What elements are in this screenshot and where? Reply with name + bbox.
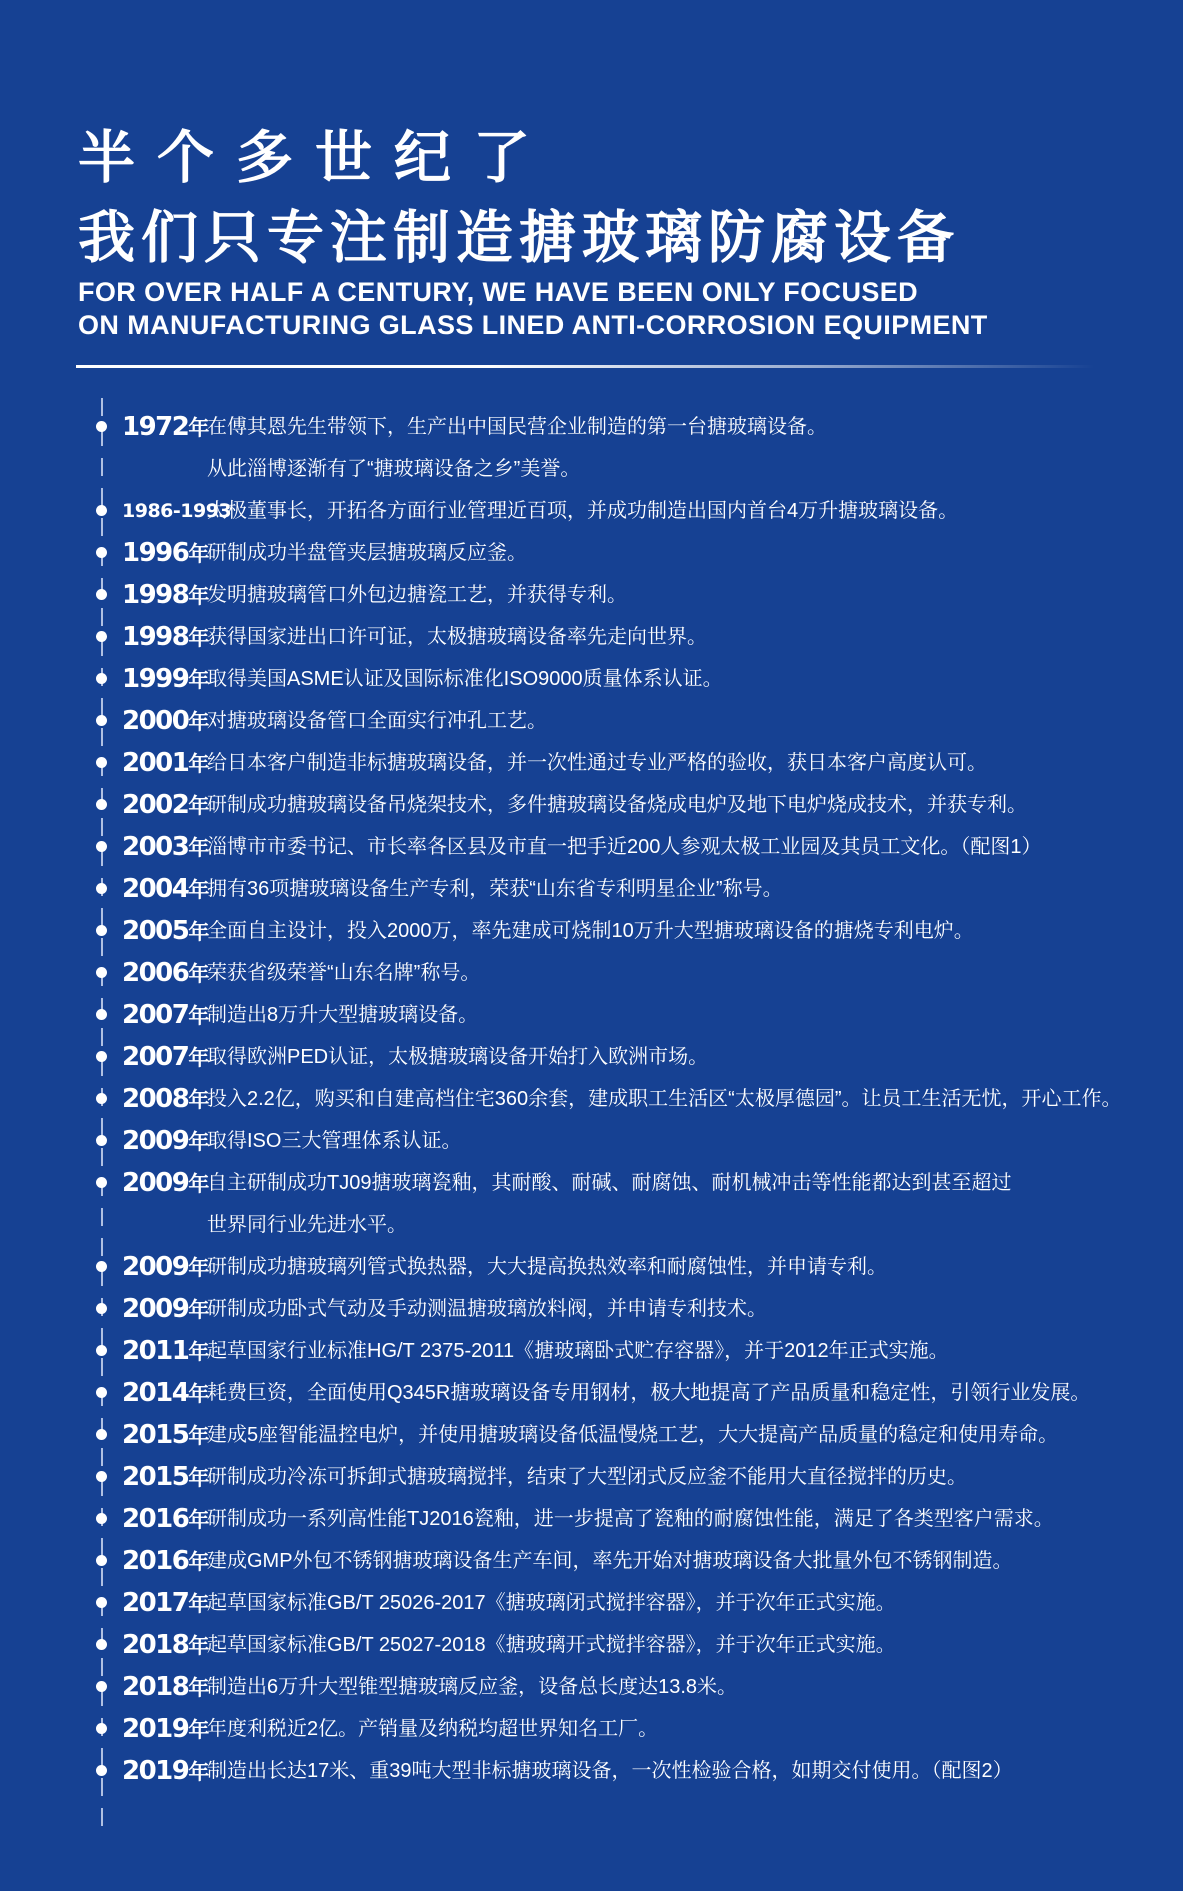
timeline-entry-line: 荣获省级荣誉“山东名牌”称号。 [207, 962, 481, 984]
timeline-dot-icon [96, 505, 107, 516]
timeline-entry-line: 取得美国ASME认证及国际标准化ISO9000质量体系认证。 [207, 668, 723, 690]
timeline-entry-line: 发明搪玻璃管口外包边搪瓷工艺，并获得专利。 [207, 584, 627, 606]
timeline-year [122, 1036, 210, 1078]
timeline-entry-text [207, 1414, 1156, 1456]
timeline-entry [76, 952, 1156, 994]
timeline-entry [76, 616, 1156, 658]
timeline-entry-text [207, 574, 1156, 616]
timeline-entry-line: 研制成功搪玻璃设备吊烧架技术，多件搪玻璃设备烧成电炉及地下电炉烧成技术，并获专利。 [207, 794, 1027, 816]
timeline-year-suffix: 年 [188, 1005, 210, 1028]
timeline-entry-text [207, 742, 1156, 784]
timeline-entry-line: 耗费巨资，全面使用Q345R搪玻璃设备专用钢材，极大地提高了产品质量和稳定性，引领行业发展。 [207, 1382, 1091, 1404]
timeline-entry [76, 1498, 1156, 1540]
timeline-dot-icon [96, 841, 107, 852]
timeline-dot-icon [96, 1177, 107, 1188]
timeline-entry [76, 1162, 1156, 1246]
subtitle-line-1: FOR OVER HALF A CENTURY, WE HAVE BEEN ONLY FOCUSED [78, 277, 919, 307]
timeline-year-number: 2008 [122, 1084, 189, 1114]
timeline-dot-icon [96, 673, 107, 684]
timeline-entry-line: 取得欧洲PED认证，太极搪玻璃设备开始打入欧洲市场。 [207, 1046, 709, 1068]
timeline-year-number: 2015 [122, 1420, 189, 1450]
timeline-entry [76, 700, 1156, 742]
timeline-entry-line: 起草国家标准GB/T 25027-2018《搪玻璃开式搅拌容器》，并于次年正式实施。 [207, 1634, 896, 1656]
timeline-entry-text [207, 700, 1156, 742]
timeline-dot-icon [96, 967, 107, 978]
timeline-year-number: 2001 [122, 748, 189, 778]
timeline-entry-line: 对搪玻璃设备管口全面实行冲孔工艺。 [207, 710, 547, 732]
timeline-year-number: 2006 [122, 958, 189, 988]
timeline-entry-text [207, 1540, 1156, 1582]
timeline-entry [76, 1540, 1156, 1582]
timeline-dot-icon [96, 1009, 107, 1020]
timeline-entry-text [207, 826, 1156, 868]
timeline-year-suffix: 年 [188, 1551, 210, 1574]
timeline-entry [76, 1750, 1156, 1792]
timeline-year-number: 2007 [122, 1000, 189, 1030]
timeline-entry-text [207, 1456, 1156, 1498]
timeline-year [122, 490, 232, 532]
timeline-year-number: 2009 [122, 1168, 189, 1198]
timeline-year-number: 1998 [122, 622, 189, 652]
timeline-year-suffix: 年 [188, 1761, 210, 1784]
timeline-entry-line: 全面自主设计，投入2000万，率先建成可烧制10万升大型搪玻璃设备的搪烧专利电炉。 [207, 920, 974, 942]
timeline-entry [76, 742, 1156, 784]
timeline-year-number: 2019 [122, 1756, 189, 1786]
timeline-year-number: 2004 [122, 874, 189, 904]
subtitle-line-2: ON MANUFACTURING GLASS LINED ANTI-CORROSION EQUIPMENT [78, 310, 988, 340]
timeline-entry-text [207, 1708, 1156, 1750]
timeline-year-suffix: 年 [188, 1719, 210, 1742]
timeline-year [122, 700, 210, 742]
timeline-year [122, 1120, 210, 1162]
timeline-dot-icon [96, 1051, 107, 1062]
subtitle [78, 276, 988, 342]
timeline-year-suffix: 年 [188, 963, 210, 986]
timeline-entry-line: 年度利税近2亿。产销量及纳税均超世界知名工厂。 [207, 1718, 659, 1740]
timeline-year-number: 2016 [122, 1546, 189, 1576]
timeline-entry-text [207, 1120, 1156, 1162]
timeline-entry-text [207, 1036, 1156, 1078]
timeline-year-number: 2009 [122, 1252, 189, 1282]
timeline-dot-icon [96, 1513, 107, 1524]
timeline-entry-text [207, 910, 1156, 952]
timeline-entry-line: 投入2.2亿，购买和自建高档住宅360余套，建成职工生活区“太极厚德园”。让员工生活无忧，开心工作。 [207, 1088, 1122, 1110]
timeline-year [122, 910, 210, 952]
timeline-year [122, 574, 210, 616]
timeline-entry-text [207, 658, 1156, 700]
timeline-year [122, 1750, 210, 1792]
timeline-year-suffix: 年 [188, 711, 210, 734]
timeline-entry-text [207, 532, 1156, 574]
timeline-dot-icon [96, 631, 107, 642]
divider-line [76, 365, 1105, 368]
timeline-entry-line: 拥有36项搪玻璃设备生产专利，荣获“山东省专利明星企业”称号。 [207, 878, 783, 900]
timeline-entry [76, 1120, 1156, 1162]
timeline-year [122, 742, 210, 784]
timeline-dot-icon [96, 1135, 107, 1146]
timeline-year-number: 1998 [122, 580, 189, 610]
timeline-entry [76, 532, 1156, 574]
timeline-entry-text [207, 1078, 1156, 1120]
timeline-entries [76, 406, 1156, 1792]
timeline-entry-line: 研制成功一系列高性能TJ2016瓷釉，进一步提高了瓷釉的耐腐蚀性能，满足了各类型客户需求。 [207, 1508, 1054, 1530]
timeline-year [122, 826, 210, 868]
timeline-entry-text [207, 1330, 1156, 1372]
timeline-year-number: 2009 [122, 1294, 189, 1324]
timeline-year [122, 658, 210, 700]
title-line-2: 我们只专注制造搪玻璃防腐设备 [78, 206, 960, 270]
timeline-entry [76, 910, 1156, 952]
timeline-year [122, 532, 210, 574]
timeline-entry-line: 起草国家标准GB/T 25026-2017《搪玻璃闭式搅拌容器》，并于次年正式实施。 [207, 1592, 896, 1614]
timeline-year-number: 2019 [122, 1714, 189, 1744]
timeline-entry-line: 从此淄博逐渐有了“搪玻璃设备之乡”美誉。 [207, 458, 581, 480]
timeline-year-suffix: 年 [188, 585, 210, 608]
timeline-entry-text [207, 406, 1156, 490]
timeline-year-number: 1972 [122, 412, 189, 442]
timeline-entry-text [207, 784, 1156, 826]
timeline-dot-icon [96, 1681, 107, 1692]
timeline-dot-icon [96, 1261, 107, 1272]
timeline-year-suffix: 年 [188, 1383, 210, 1406]
timeline-dot-icon [96, 589, 107, 600]
timeline-year [122, 1372, 210, 1414]
timeline-year-suffix: 年 [188, 1635, 210, 1658]
timeline-year-number: 2007 [122, 1042, 189, 1072]
timeline-dot-icon [96, 1597, 107, 1608]
timeline-year-number: 2016 [122, 1504, 189, 1534]
timeline-dot-icon [96, 1639, 107, 1650]
timeline-dot-icon [96, 799, 107, 810]
timeline-entry-line: 获得国家进出口许可证，太极搪玻璃设备率先走向世界。 [207, 626, 707, 648]
timeline-year-suffix: 年 [188, 1341, 210, 1364]
timeline-year-number: 2000 [122, 706, 189, 736]
timeline-year [122, 1708, 210, 1750]
timeline-year [122, 1162, 210, 1204]
timeline-year [122, 994, 210, 1036]
timeline-year-suffix: 年 [188, 1299, 210, 1322]
timeline-year-suffix: 年 [188, 543, 210, 566]
timeline-year-suffix: 年 [188, 1089, 210, 1112]
timeline-entry-line: 起草国家行业标准HG/T 2375-2011《搪玻璃卧式贮存容器》，并于2012年正式实施。 [207, 1340, 949, 1362]
timeline-year [122, 1540, 210, 1582]
timeline-year [122, 1078, 210, 1120]
timeline-year-suffix: 年 [188, 1509, 210, 1532]
timeline-entry-line: 世界同行业先进水平。 [207, 1214, 407, 1236]
timeline-dot-icon [96, 1765, 107, 1776]
timeline-entry [76, 994, 1156, 1036]
timeline-entry [76, 1036, 1156, 1078]
timeline-entry-text [207, 1750, 1156, 1792]
timeline-entry [76, 1708, 1156, 1750]
timeline-entry-text [207, 1372, 1156, 1414]
timeline-entry-text [207, 1162, 1156, 1246]
timeline-year-suffix: 年 [188, 417, 210, 440]
timeline-year-number: 2014 [122, 1378, 189, 1408]
timeline-year-number: 2018 [122, 1630, 189, 1660]
timeline-year [122, 952, 210, 994]
timeline-year-number: 1999 [122, 664, 189, 694]
timeline-entry-line: 给日本客户制造非标搪玻璃设备，并一次性通过专业严格的验收，获日本客户高度认可。 [207, 752, 987, 774]
timeline-entry [76, 574, 1156, 616]
timeline-entry-line: 制造出8万升大型搪玻璃设备。 [207, 1004, 479, 1026]
page-title [78, 118, 960, 278]
timeline-year-suffix: 年 [188, 1047, 210, 1070]
timeline-dot-icon [96, 1471, 107, 1482]
timeline-dot-icon [96, 715, 107, 726]
timeline-entry-line: 太极董事长，开拓各方面行业管理近百项，并成功制造出国内首台4万升搪玻璃设备。 [207, 500, 959, 522]
timeline-entry [76, 1288, 1156, 1330]
timeline-year [122, 1624, 210, 1666]
timeline-year-number: 2005 [122, 916, 189, 946]
timeline-year-suffix: 年 [188, 627, 210, 650]
timeline-entry-text [207, 1246, 1156, 1288]
timeline-dot-icon [96, 757, 107, 768]
timeline-year-number: 2011 [122, 1336, 189, 1366]
timeline-dot-icon [96, 1555, 107, 1566]
timeline [76, 406, 1156, 1792]
timeline-year-suffix: 年 [188, 1131, 210, 1154]
timeline-year-suffix: 年 [188, 1593, 210, 1616]
timeline-year-suffix: 年 [188, 837, 210, 860]
timeline-entry [76, 868, 1156, 910]
timeline-year-suffix: 年 [188, 1173, 210, 1196]
timeline-entry-text [207, 952, 1156, 994]
timeline-entry-text [207, 868, 1156, 910]
timeline-year [122, 1498, 210, 1540]
timeline-dot-icon [96, 1093, 107, 1104]
timeline-year-number: 1996 [122, 538, 189, 568]
timeline-entry-line: 取得ISO三大管理体系认证。 [207, 1130, 462, 1152]
timeline-year [122, 616, 210, 658]
timeline-entry-text [207, 994, 1156, 1036]
timeline-year-number: 2009 [122, 1126, 189, 1156]
timeline-entry [76, 1624, 1156, 1666]
timeline-entry-line: 建成5座智能温控电炉，并使用搪玻璃设备低温慢烧工艺，大大提高产品质量的稳定和使用寿命。 [207, 1424, 1059, 1446]
timeline-entry [76, 1582, 1156, 1624]
timeline-entry-line: 研制成功搪玻璃列管式换热器，大大提高换热效率和耐腐蚀性，并申请专利。 [207, 1256, 887, 1278]
timeline-entry-line: 建成GMP外包不锈钢搪玻璃设备生产车间，率先开始对搪玻璃设备大批量外包不锈钢制造。 [207, 1550, 1013, 1572]
timeline-entry-line: 研制成功卧式气动及手动测温搪玻璃放料阀，并申请专利技术。 [207, 1298, 767, 1320]
timeline-year [122, 1288, 210, 1330]
timeline-entry [76, 406, 1156, 490]
timeline-entry [76, 1456, 1156, 1498]
timeline-entry-line: 自主研制成功TJ09搪玻璃瓷釉，其耐酸、耐碱、耐腐蚀、耐机械冲击等性能都达到甚至超过 [207, 1172, 1012, 1194]
timeline-dot-icon [96, 1723, 107, 1734]
timeline-year [122, 784, 210, 826]
timeline-entry-line: 制造出6万升大型锥型搪玻璃反应釜，设备总长度达13.8米。 [207, 1676, 738, 1698]
timeline-year-suffix: 年 [188, 1425, 210, 1448]
timeline-entry [76, 1246, 1156, 1288]
title-line-1: 半个多世纪了 [78, 126, 552, 190]
timeline-entry [76, 1330, 1156, 1372]
timeline-entry-text [207, 1582, 1156, 1624]
timeline-year-suffix: 年 [188, 1257, 210, 1280]
timeline-entry-line: 制造出长达17米、重39吨大型非标搪玻璃设备，一次性检验合格，如期交付使用。（配图2） [207, 1760, 1013, 1782]
timeline-entry [76, 826, 1156, 868]
timeline-year-suffix: 年 [188, 879, 210, 902]
timeline-entry-text [207, 1624, 1156, 1666]
timeline-entry-line: 在傅其恩先生带领下，生产出中国民营企业制造的第一台搪玻璃设备。 [207, 416, 827, 438]
timeline-entry [76, 1078, 1156, 1120]
timeline-entry [76, 784, 1156, 826]
timeline-year [122, 1456, 210, 1498]
timeline-entry-line: 研制成功冷冻可拆卸式搪玻璃搅拌，结束了大型闭式反应釜不能用大直径搅拌的历史。 [207, 1466, 967, 1488]
timeline-entry [76, 1372, 1156, 1414]
timeline-year-number: 2003 [122, 832, 189, 862]
timeline-entry [76, 658, 1156, 700]
timeline-dot-icon [96, 1303, 107, 1314]
timeline-year-suffix: 年 [188, 669, 210, 692]
timeline-entry-text [207, 616, 1156, 658]
timeline-year-suffix: 年 [188, 1467, 210, 1490]
timeline-year-suffix: 年 [188, 753, 210, 776]
timeline-entry-line: 研制成功半盘管夹层搪玻璃反应釜。 [207, 542, 527, 564]
timeline-entry-text [207, 490, 1156, 532]
timeline-year-suffix: 年 [188, 1677, 210, 1700]
timeline-year [122, 1666, 210, 1708]
timeline-dot-icon [96, 1345, 107, 1356]
timeline-year [122, 1246, 210, 1288]
timeline-dot-icon [96, 547, 107, 558]
timeline-year-suffix: 年 [188, 921, 210, 944]
timeline-dot-icon [96, 925, 107, 936]
timeline-dot-icon [96, 883, 107, 894]
timeline-entry [76, 490, 1156, 532]
header [78, 118, 960, 278]
timeline-year-number: 2018 [122, 1672, 189, 1702]
timeline-entry-text [207, 1498, 1156, 1540]
timeline-year-suffix: 年 [188, 795, 210, 818]
timeline-entry-text [207, 1288, 1156, 1330]
timeline-year-number: 1986-1993 [122, 500, 232, 522]
timeline-year [122, 406, 210, 448]
timeline-year [122, 1330, 210, 1372]
timeline-year-number: 2017 [122, 1588, 189, 1618]
timeline-entry-line: 淄博市市委书记、市长率各区县及市直一把手近200人参观太极工业园及其员工文化。（配图1） [207, 836, 1042, 858]
timeline-dot-icon [96, 421, 107, 432]
timeline-year [122, 868, 210, 910]
timeline-year-number: 2002 [122, 790, 189, 820]
timeline-year [122, 1582, 210, 1624]
timeline-entry [76, 1666, 1156, 1708]
timeline-year [122, 1414, 210, 1456]
timeline-dot-icon [96, 1387, 107, 1398]
timeline-year-number: 2015 [122, 1462, 189, 1492]
timeline-entry-text [207, 1666, 1156, 1708]
timeline-entry [76, 1414, 1156, 1456]
timeline-dot-icon [96, 1429, 107, 1440]
